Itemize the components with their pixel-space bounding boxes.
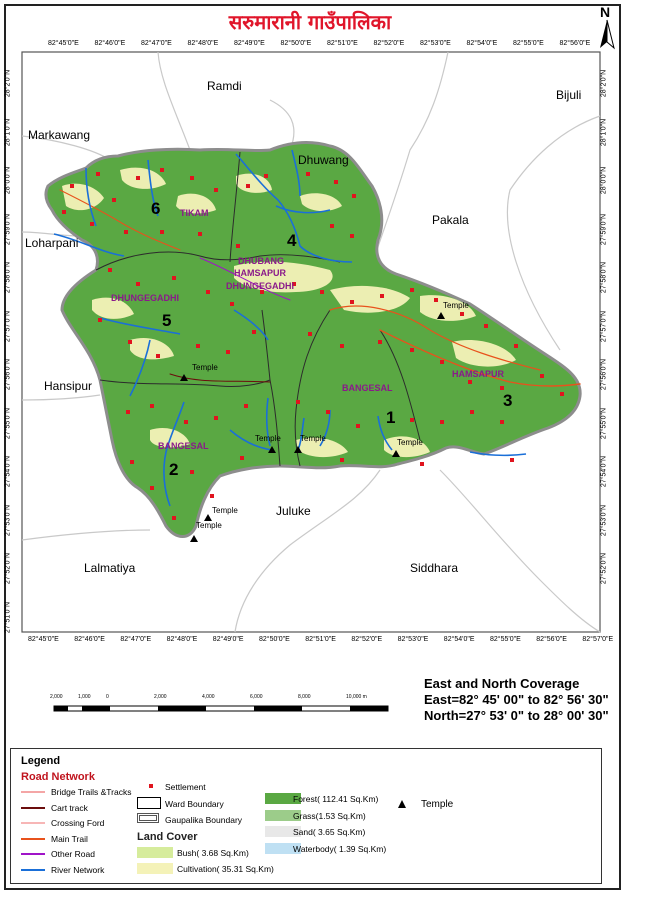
legend-waterbody: Waterbody( 1.39 Sq.Km) bbox=[293, 844, 387, 854]
ward-number-2: 2 bbox=[169, 460, 179, 479]
ward-number-5: 5 bbox=[162, 311, 172, 330]
top-tick-label: 82°54'0"E bbox=[466, 40, 498, 47]
ward-number-6: 6 bbox=[151, 199, 161, 218]
right-tick-label: 28°0'0"N bbox=[600, 166, 608, 195]
top-tick-label: 82°46'0"E bbox=[94, 40, 126, 47]
bottom-tick-label: 82°56'0"E bbox=[536, 636, 567, 643]
coverage-heading: East and North Coverage bbox=[424, 676, 580, 691]
temple-label: Temple bbox=[196, 521, 222, 530]
coverage-east: East=82° 45' 00" to 82° 56' 30" bbox=[424, 692, 609, 707]
temple-label: Temple bbox=[397, 438, 423, 447]
bottom-tick-label: 82°49'0"E bbox=[212, 636, 244, 643]
legend-box bbox=[10, 748, 602, 884]
right-tick-label: 28°2'0"N bbox=[600, 69, 608, 98]
right-tick-label: 27°54'0"N bbox=[600, 455, 608, 488]
top-tick-label: 82°45'0"E bbox=[48, 40, 79, 47]
left-tick-label: 27°57'0"N bbox=[4, 310, 12, 342]
right-tick-label: 27°58'0"N bbox=[600, 261, 608, 294]
bottom-tick-label: 82°46'0"E bbox=[74, 636, 105, 643]
scale-bar bbox=[50, 694, 390, 718]
ward-boundary-swatch bbox=[137, 797, 161, 809]
left-tick-label: 27°58'0"N bbox=[4, 261, 12, 294]
map-title: सरुमारानी गाउँपालिका bbox=[228, 10, 392, 34]
right-tick-label: 27°56'0"N bbox=[600, 358, 608, 391]
cultivation-swatch bbox=[137, 863, 173, 874]
settlement-icon bbox=[149, 784, 153, 788]
scale-tick-label: 4,000 bbox=[202, 694, 215, 700]
legend-ward-boundary: Ward Boundary bbox=[165, 799, 224, 809]
temple-label: Temple bbox=[192, 363, 218, 372]
scale-tick-label: 1,000 bbox=[78, 694, 91, 700]
legend-cultivation: Cultivation( 35.31 Sq.Km) bbox=[177, 864, 274, 874]
right-tick-label: 27°53'0"N bbox=[600, 504, 608, 536]
right-tick-label: 27°57'0"N bbox=[600, 310, 608, 342]
right-tick-label: 27°55'0"N bbox=[600, 407, 608, 439]
place-dhungegadhi-central: DHUNGEGADHI bbox=[226, 281, 295, 291]
scale-tick-label: 10,000 m bbox=[346, 694, 367, 700]
place-bangesal-east: BANGESAL bbox=[342, 383, 393, 393]
neighbor-pakala: Pakala bbox=[432, 213, 469, 227]
neighbor-dhuwang: Dhuwang bbox=[298, 153, 349, 167]
legend-grass: Grass(1.53 Sq.Km) bbox=[293, 811, 366, 821]
legend-sand: Sand( 3.65 Sq.Km) bbox=[293, 827, 366, 837]
scale-tick-label: 8,000 bbox=[298, 694, 311, 700]
road-swatch bbox=[21, 838, 45, 840]
top-tick-label: 82°47'0"E bbox=[141, 40, 172, 47]
coverage-north: North=27° 53' 0" to 28° 00' 30" bbox=[424, 708, 609, 723]
neighbor-siddhara: Siddhara bbox=[410, 561, 459, 575]
legend-settlement: Settlement bbox=[165, 782, 206, 792]
left-tick-label: 27°55'0"N bbox=[4, 407, 12, 439]
scale-tick-label: 6,000 bbox=[250, 694, 263, 700]
ward-number-4: 4 bbox=[287, 231, 297, 250]
top-tick-label: 82°49'0"E bbox=[234, 40, 265, 47]
gaupalika-boundary-swatch bbox=[137, 813, 159, 823]
scale-tick-label: 2,000 bbox=[50, 694, 63, 700]
bottom-tick-label: 82°52'0"E bbox=[351, 636, 383, 643]
neighbor-bijuli: Bijuli bbox=[556, 88, 582, 102]
road-swatch bbox=[21, 807, 45, 809]
bottom-tick-label: 82°48'0"E bbox=[166, 636, 198, 643]
bottom-tick-label: 82°50'0"E bbox=[259, 636, 290, 643]
legend-temple: Temple bbox=[421, 799, 454, 810]
top-tick-label: 82°50'0"E bbox=[280, 40, 312, 47]
place-tikam: TIKAM bbox=[180, 208, 209, 218]
road-swatch bbox=[21, 791, 45, 793]
neighbor-ramdi: Ramdi bbox=[207, 79, 242, 93]
road-swatch bbox=[21, 869, 45, 871]
left-tick-label: 27°53'0"N bbox=[4, 504, 12, 536]
top-tick-label: 82°52'0"E bbox=[373, 40, 405, 47]
legend-road-item: Other Road bbox=[51, 849, 95, 859]
top-tick-label: 82°51'0"E bbox=[327, 40, 358, 47]
left-tick-label: 27°54'0"N bbox=[4, 455, 12, 488]
right-tick-label: 27°52'0"N bbox=[600, 552, 608, 585]
legend-gaupalika-boundary: Gaupalika Boundary bbox=[165, 815, 243, 825]
place-dhungegadhi-west: DHUNGEGADHI bbox=[111, 293, 180, 303]
bottom-tick-label: 82°57'0"E bbox=[582, 636, 614, 643]
neighbor-loharpani: Loharpani bbox=[25, 236, 79, 250]
left-tick-label: 27°59'0"N bbox=[4, 213, 12, 245]
legend-road-item: River Network bbox=[51, 864, 105, 875]
bottom-tick-label: 82°51'0"E bbox=[305, 636, 336, 643]
ward-number-3: 3 bbox=[503, 391, 513, 410]
temple-label: Temple bbox=[443, 301, 469, 310]
legend-forest: Forest( 112.41 Sq.Km) bbox=[293, 794, 379, 804]
temple-label: Temple bbox=[300, 434, 326, 443]
right-tick-label: 28°1'0"N bbox=[600, 118, 608, 146]
legend-title: Legend bbox=[21, 755, 61, 767]
place-bangesal-west: BANGESAL bbox=[158, 441, 209, 451]
left-tick-label: 28°1'0"N bbox=[4, 118, 12, 146]
right-tick-label: 27°59'0"N bbox=[600, 213, 608, 245]
bottom-tick-label: 82°47'0"E bbox=[120, 636, 152, 643]
legend-landcover-heading: Land Cover bbox=[137, 831, 198, 843]
legend-road-item: Bridge Trails &Tracks bbox=[51, 787, 132, 797]
bottom-tick-label: 82°45'0"E bbox=[28, 636, 59, 643]
left-tick-label: 28°0'0"N bbox=[4, 166, 12, 195]
temple-label: Temple bbox=[212, 506, 238, 515]
top-tick-label: 82°56'0"E bbox=[559, 40, 591, 47]
top-tick-label: 82°55'0"E bbox=[513, 40, 544, 47]
bottom-tick-label: 82°55'0"E bbox=[490, 636, 521, 643]
legend-road-item: Main Trail bbox=[51, 833, 88, 844]
bottom-tick-label: 82°53'0"E bbox=[397, 636, 429, 643]
bush-swatch bbox=[137, 847, 173, 858]
neighbor-hansipur: Hansipur bbox=[44, 379, 93, 393]
road-swatch bbox=[21, 853, 45, 855]
bottom-tick-label: 82°54'0"E bbox=[443, 636, 475, 643]
ward-number-1: 1 bbox=[386, 408, 396, 427]
left-tick-label: 27°56'0"N bbox=[4, 358, 12, 391]
top-tick-label: 82°53'0"E bbox=[420, 40, 451, 47]
legend-road-item: Crossing Ford bbox=[51, 818, 105, 828]
scale-tick-label: 2,000 bbox=[154, 694, 167, 700]
legend-road-item: Cart track bbox=[51, 802, 88, 813]
left-tick-label: 28°2'0"N bbox=[4, 69, 12, 98]
top-tick-label: 82°48'0"E bbox=[187, 40, 219, 47]
scale-tick-label: 0 bbox=[106, 694, 109, 700]
neighbor-juluke: Juluke bbox=[276, 504, 311, 518]
left-tick-label: 27°52'0"N bbox=[4, 552, 12, 585]
road-swatch bbox=[21, 822, 45, 824]
legend-bush: Bush( 3.68 Sq.Km) bbox=[177, 848, 249, 858]
neighbor-lalmatiya: Lalmatiya bbox=[84, 561, 136, 575]
temple-icon bbox=[397, 799, 407, 809]
place-hamsapur-east: HAMSAPUR bbox=[452, 369, 505, 379]
place-hamsapur-central: HAMSAPUR bbox=[234, 268, 287, 278]
north-label: N bbox=[600, 4, 611, 20]
left-tick-label: 27°51'0"N bbox=[4, 601, 12, 633]
place-dhubang: DHUBANG bbox=[238, 256, 284, 266]
neighbor-markawang: Markawang bbox=[28, 128, 91, 142]
legend-road-heading: Road Network bbox=[21, 771, 95, 783]
temple-label: Temple bbox=[255, 434, 281, 443]
